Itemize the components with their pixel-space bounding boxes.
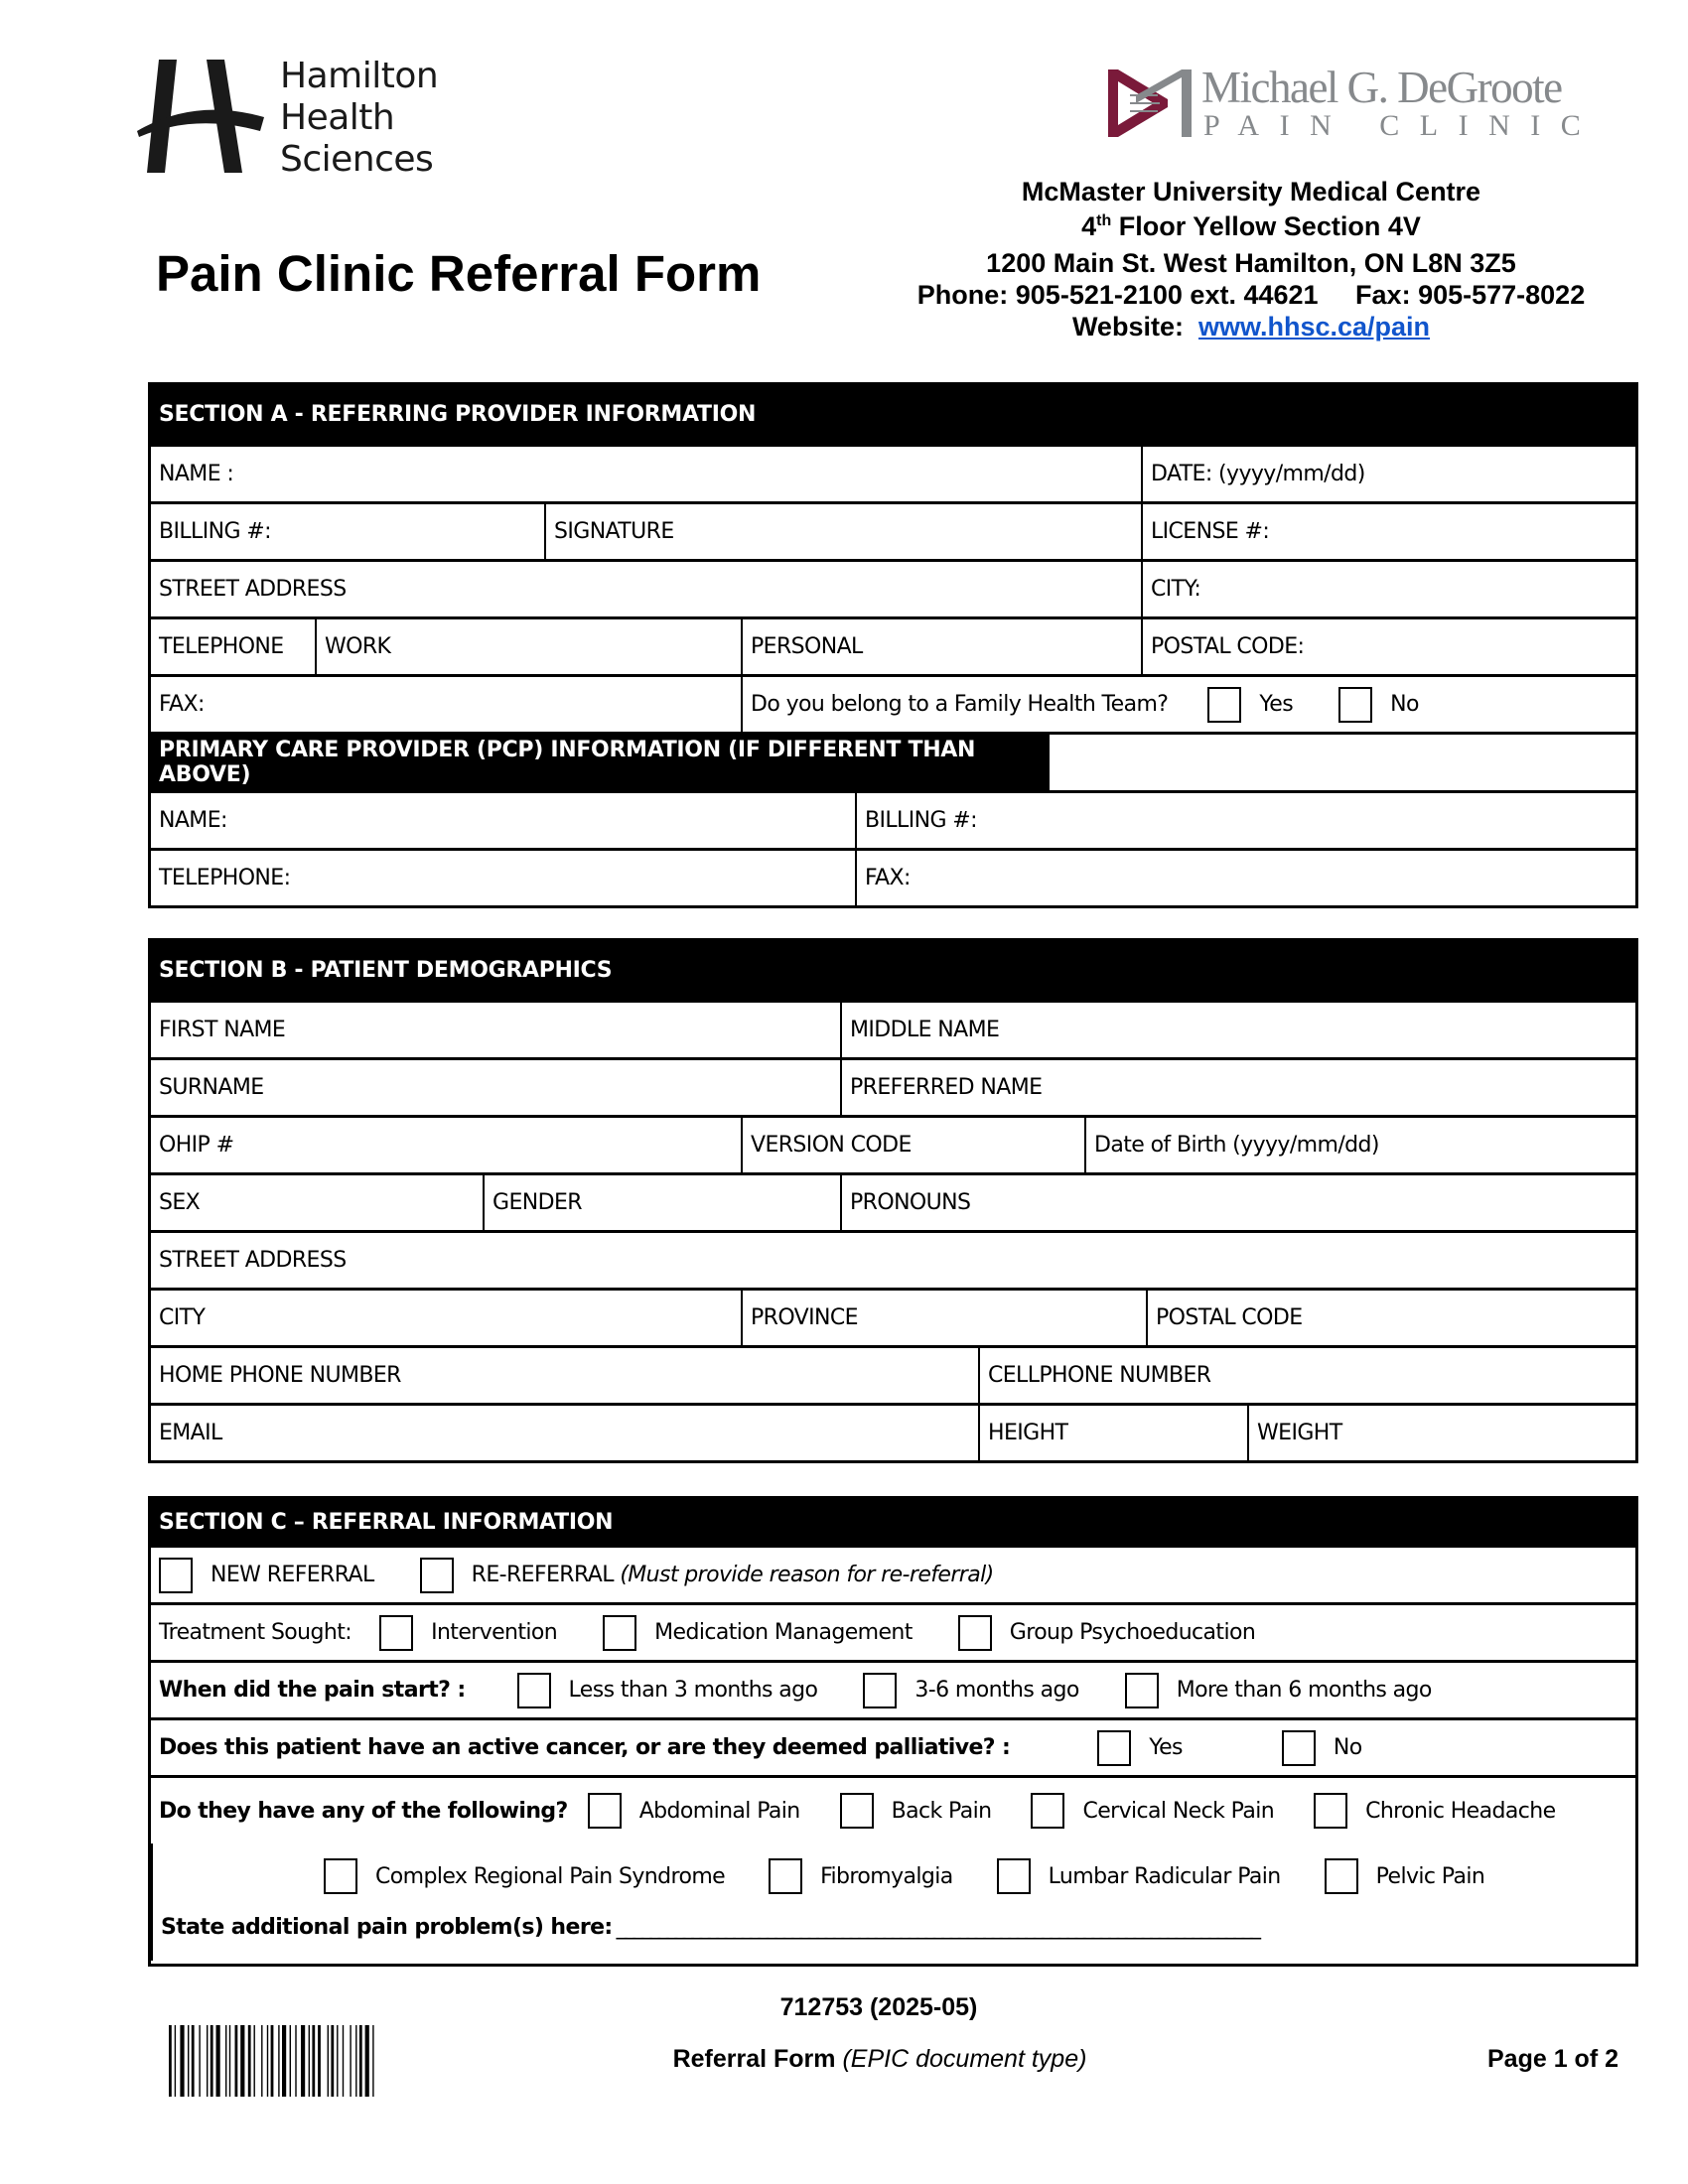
middle-name-field[interactable]: MIDDLE NAME [840, 1003, 1635, 1057]
patient-name-row [151, 1000, 1635, 1057]
pain-start-label: When did the pain start? : [159, 1678, 466, 1703]
conditions-label: Do they have any of the following? [159, 1798, 568, 1824]
additional-problems-input[interactable]: _____________________________________________________________________________ [616, 1915, 1259, 1940]
provider-work-phone-field[interactable]: WORK [315, 619, 741, 674]
page-title: Pain Clinic Referral Form [156, 245, 762, 302]
address-line-1: McMaster University Medical Centre [1021, 177, 1481, 206]
hhs-logo-text: Hamilton Health Sciences [280, 56, 439, 180]
lumbar-radicular-pain-checkbox[interactable] [997, 1858, 1031, 1894]
provider-personal-phone-field[interactable]: PERSONAL [741, 619, 1141, 674]
provider-name-row [151, 444, 1635, 501]
provider-billing-row [151, 501, 1635, 559]
section-c-header: SECTION C – REFERRAL INFORMATION [151, 1499, 1635, 1545]
group-psychoeducation-checkbox[interactable] [958, 1615, 992, 1651]
sex-field[interactable]: SEX [159, 1190, 201, 1215]
cancer-no-checkbox[interactable] [1282, 1730, 1316, 1766]
provider-name-field[interactable]: NAME : [159, 462, 234, 486]
pcp-telephone-row [151, 848, 1635, 905]
patient-address-row [151, 1230, 1635, 1288]
referral-type-row [151, 1545, 1635, 1602]
pcp-telephone-field[interactable]: TELEPHONE: [159, 866, 291, 890]
additional-problems [151, 1909, 1635, 1961]
clinic-fax: Fax: 905-577-8022 [1355, 280, 1586, 310]
pelvic-pain-checkbox[interactable] [1325, 1858, 1358, 1894]
pain-clinic-logo-icon [1108, 66, 1192, 139]
cancer-yes-checkbox[interactable] [1097, 1730, 1131, 1766]
treatment-row [151, 1602, 1635, 1660]
pain-clinic-logo-name: Michael G. DeGroote [1201, 63, 1562, 112]
patient-postal-field[interactable]: POSTAL CODE [1146, 1291, 1635, 1345]
pcp-fax-field[interactable]: FAX: [855, 851, 1635, 905]
pcp-header: PRIMARY CARE PROVIDER (PCP) INFORMATION (IF DIFFERENT THAN ABOVE) [151, 735, 1050, 790]
section-b-table [148, 938, 1638, 1463]
fht-yes-checkbox[interactable] [1207, 687, 1241, 723]
treatment-label: Treatment Sought: [159, 1620, 352, 1645]
pcp-billing-field[interactable]: BILLING #: [855, 793, 1635, 848]
provider-address-row [151, 559, 1635, 616]
provider-date-field[interactable]: DATE: (yyyy/mm/dd) [1141, 447, 1635, 501]
document-type: Referral Form (EPIC document type) [672, 2045, 1087, 2073]
website-link[interactable]: www.hhsc.ca/pain [1197, 312, 1431, 341]
cancer-options: Does this patient have an active cancer, or are they deemed palliative? : Yes No [151, 1720, 1635, 1775]
pronouns-field[interactable]: PRONOUNS [840, 1175, 1635, 1230]
provider-license-field[interactable]: LICENSE #: [1141, 504, 1635, 559]
provider-signature-field[interactable]: SIGNATURE [544, 504, 1141, 559]
provider-billing-field[interactable]: BILLING #: [159, 519, 271, 544]
treatment-options: Treatment Sought: Intervention Medication Management Group Psychoeducation [151, 1605, 1635, 1660]
fht-question: Do you belong to a Family Health Team? Yes No [741, 677, 1635, 732]
telephone-label: TELEPHONE [159, 634, 284, 659]
pcp-name-field[interactable]: NAME: [159, 808, 227, 833]
pain-less-3-months-checkbox[interactable] [517, 1673, 551, 1708]
weight-field[interactable]: WEIGHT [1247, 1406, 1635, 1460]
email-field[interactable]: EMAIL [159, 1421, 222, 1445]
clinic-phone: Phone: 905-521-2100 ext. 44621 [916, 280, 1319, 310]
section-c-table [148, 1496, 1638, 1967]
section-a-header: SECTION A - REFERRING PROVIDER INFORMATION [151, 385, 1635, 444]
pain-more-6-months-checkbox[interactable] [1125, 1673, 1159, 1708]
dob-field[interactable]: Date of Birth (yyyy/mm/dd) [1084, 1118, 1635, 1172]
new-referral-checkbox[interactable] [159, 1558, 193, 1593]
provider-postal-field[interactable]: POSTAL CODE: [1141, 619, 1635, 674]
patient-surname-row [151, 1057, 1635, 1115]
version-code-field[interactable]: VERSION CODE [741, 1118, 1084, 1172]
address-line-3: 1200 Main St. West Hamilton, ON L8N 3Z5 [986, 248, 1516, 278]
first-name-field[interactable]: FIRST NAME [159, 1018, 286, 1042]
fibromyalgia-checkbox[interactable] [769, 1858, 802, 1894]
conditions-row [151, 1775, 1635, 1964]
cell-phone-field[interactable]: CELLPHONE NUMBER [978, 1348, 1635, 1403]
ohip-field[interactable]: OHIP # [159, 1133, 234, 1158]
pain-start-row [151, 1660, 1635, 1717]
address-line-2: 4th Floor Yellow Section 4V [1081, 211, 1421, 241]
page-number: Page 1 of 2 [1487, 2045, 1618, 2073]
surname-field[interactable]: SURNAME [159, 1075, 264, 1100]
provider-street-field[interactable]: STREET ADDRESS [159, 577, 347, 602]
patient-street-field[interactable]: STREET ADDRESS [159, 1248, 347, 1273]
patient-city-field[interactable]: CITY [159, 1305, 206, 1330]
cancer-question: Does this patient have an active cancer, or are they deemed palliative? : [159, 1735, 1011, 1760]
section-a-table [148, 382, 1638, 908]
section-b-header: SECTION B - PATIENT DEMOGRAPHICS [151, 941, 1635, 1000]
conditions-line-2: Complex Regional Pain Syndrome Fibromyalgia Lumbar Radicular Pain Pelvic Pain [151, 1843, 1635, 1909]
pcp-name-row [151, 790, 1635, 848]
province-field[interactable]: PROVINCE [741, 1291, 1146, 1345]
crps-checkbox[interactable] [324, 1858, 357, 1894]
patient-city-row [151, 1288, 1635, 1345]
provider-fax-field[interactable]: FAX: [159, 692, 205, 717]
cervical-neck-pain-checkbox[interactable] [1031, 1793, 1064, 1829]
intervention-checkbox[interactable] [379, 1615, 413, 1651]
form-code: 712753 (2025-05) [779, 1993, 978, 2021]
provider-telephone-row [151, 616, 1635, 674]
pain-3-6-months-checkbox[interactable] [863, 1673, 897, 1708]
patient-email-row [151, 1403, 1635, 1460]
pcp-header-row [151, 732, 1635, 790]
medication-management-checkbox[interactable] [603, 1615, 636, 1651]
additional-label: State additional pain problem(s) here: [161, 1915, 613, 1940]
conditions-line-1: Do they have any of the following? Abdominal Pain Back Pain Cervical Neck Pain Chronic Headache [151, 1778, 1635, 1843]
fht-no-checkbox[interactable] [1338, 687, 1372, 723]
contact-line [894, 280, 1609, 311]
gender-field[interactable]: GENDER [483, 1175, 840, 1230]
patient-ohip-row [151, 1115, 1635, 1172]
back-pain-checkbox[interactable] [840, 1793, 874, 1829]
pain-start-options: When did the pain start? : Less than 3 months ago 3-6 months ago More than 6 months ago [151, 1663, 1635, 1717]
height-field[interactable]: HEIGHT [978, 1406, 1247, 1460]
provider-city-field[interactable]: CITY: [1141, 562, 1635, 616]
cancer-row [151, 1717, 1635, 1775]
patient-phone-row [151, 1345, 1635, 1403]
pain-clinic-logo-sub: PAIN CLINIC [1203, 109, 1602, 142]
patient-sex-row [151, 1172, 1635, 1230]
website-line: Website: www.hhsc.ca/pain [1071, 312, 1431, 341]
home-phone-field[interactable]: HOME PHONE NUMBER [159, 1363, 401, 1388]
referral-type-options: NEW REFERRAL RE-REFERRAL (Must provide reason for re-referral) [151, 1548, 1635, 1602]
provider-fax-row [151, 674, 1635, 732]
abdominal-pain-checkbox[interactable] [588, 1793, 622, 1829]
preferred-name-field[interactable]: PREFERRED NAME [840, 1060, 1635, 1115]
re-referral-checkbox[interactable] [420, 1558, 454, 1593]
chronic-headache-checkbox[interactable] [1314, 1793, 1347, 1829]
